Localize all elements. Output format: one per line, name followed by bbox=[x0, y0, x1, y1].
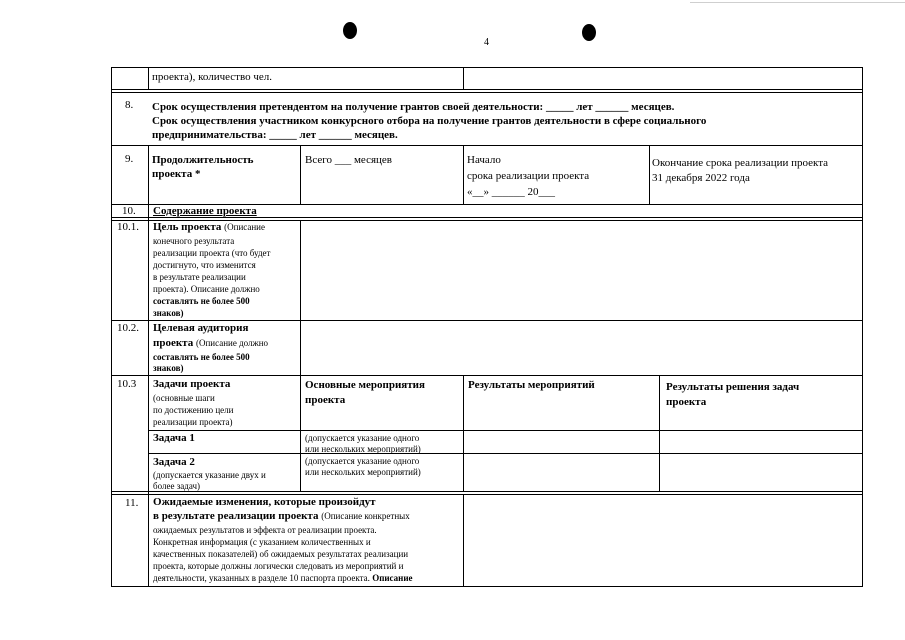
project-goal-note: (Описание bbox=[224, 222, 265, 232]
target-audience-heading bbox=[153, 337, 268, 350]
col-main-events-line-1: Основные мероприятия bbox=[305, 379, 425, 391]
project-tasks-sub: реализации проекта) bbox=[153, 417, 233, 427]
scan-edge-line bbox=[690, 2, 905, 3]
row-10-1-number: 10.1. bbox=[117, 221, 139, 233]
expected-changes-last-text: деятельности, указанных в разделе 10 паспорта проекта. bbox=[153, 573, 370, 583]
expected-changes-title-2: в результате реализации проекта bbox=[153, 510, 319, 522]
project-tasks-sub: по достижению цели bbox=[153, 405, 234, 415]
expected-changes-line: качественных показателей) об ожидаемых результатах реализации bbox=[153, 549, 409, 559]
task-1-label: Задача 1 bbox=[153, 432, 195, 444]
project-goal-note-line: достигнуто, что изменится bbox=[153, 260, 256, 270]
row-8-line-1: Срок осуществления претендентом на получение грантов своей деятельности: _____ лет ______ месяцев. bbox=[152, 101, 675, 113]
target-audience-limit-end: знаков) bbox=[153, 363, 184, 373]
expected-changes-last-bold: Описание bbox=[372, 573, 413, 583]
project-goal-limit: составлять не более 500 bbox=[153, 296, 250, 306]
row-11-number: 11. bbox=[125, 497, 139, 509]
expected-changes-line: проекта, которые должны логически следовать из мероприятий и bbox=[153, 561, 404, 571]
project-tasks-sub: (основные шаги bbox=[153, 393, 215, 403]
duration-label-line-2: проекта * bbox=[152, 168, 201, 180]
target-audience-title-2: проекта bbox=[153, 337, 194, 349]
task-2-events-note: или нескольких мероприятий) bbox=[305, 467, 421, 477]
target-audience-limit: составлять не более 500 bbox=[153, 352, 250, 362]
task-2-events-note: (допускается указание одного bbox=[305, 456, 420, 466]
expected-changes-title: Ожидаемые изменения, которые произойдут bbox=[153, 496, 376, 508]
duration-label-line-1: Продолжительность bbox=[152, 154, 254, 166]
task-2-note: более задач) bbox=[153, 481, 200, 491]
project-goal-heading bbox=[153, 221, 265, 234]
row-10-3-number: 10.3 bbox=[117, 378, 137, 390]
project-goal-limit-end: знаков) bbox=[153, 308, 184, 318]
project-goal-note-line: проекта). Описание должно bbox=[153, 284, 260, 294]
project-goal-title: Цель проекта bbox=[153, 221, 222, 233]
page-number: 4 bbox=[484, 37, 489, 48]
col-main-events-line-2: проекта bbox=[305, 394, 346, 406]
target-audience-note: (Описание должно bbox=[195, 338, 269, 348]
end-label-line-1: Окончание срока реализации проекта bbox=[652, 157, 829, 169]
col-event-results: Результаты мероприятий bbox=[468, 379, 595, 391]
start-label-line-1: Начало bbox=[467, 154, 501, 166]
project-tasks-title: Задачи проекта bbox=[153, 378, 231, 390]
start-label-line-2: срока реализации проекта bbox=[467, 170, 590, 182]
expected-changes-line: ожидаемых результатов и эффекта от реализации проекта. bbox=[153, 525, 377, 535]
end-date: 31 декабря 2022 года bbox=[652, 172, 750, 184]
row-10-number: 10. bbox=[122, 205, 136, 217]
task-1-events-note: (допускается указание одного bbox=[305, 433, 420, 443]
task-1-events-note: или нескольких мероприятий) bbox=[305, 444, 421, 454]
expected-changes-heading bbox=[153, 510, 410, 523]
target-audience-title: Целевая аудитория bbox=[153, 322, 249, 334]
section-content-title: Содержание проекта bbox=[153, 205, 257, 217]
punch-hole-right bbox=[582, 24, 596, 41]
row-8-line-2: Срок осуществления участником конкурсного отбора на получение грантов деятельности в сфере социального bbox=[152, 115, 707, 127]
col-task-outcomes-line-1: Результаты решения задач bbox=[666, 381, 800, 393]
row-9-number: 9. bbox=[125, 153, 134, 165]
task-2-note: (допускается указание двух и bbox=[153, 470, 266, 480]
expected-changes-note: (Описание конкретных bbox=[321, 511, 410, 521]
col-task-outcomes-line-2: проекта bbox=[666, 396, 707, 408]
task-2-label: Задача 2 bbox=[153, 456, 195, 468]
project-goal-note-line: конечного результата bbox=[153, 236, 235, 246]
row-8-line-3: предпринимательства: _____ лет ______ месяцев. bbox=[152, 129, 398, 141]
continuation-text: проекта), количество чел. bbox=[152, 71, 273, 83]
project-goal-note-line: реализации проекта (что будет bbox=[153, 248, 271, 258]
expected-changes-last-line bbox=[153, 572, 413, 584]
row-10-2-number: 10.2. bbox=[117, 322, 139, 334]
duration-total: Всего ___ месяцев bbox=[305, 154, 392, 166]
punch-hole-left bbox=[343, 22, 357, 39]
project-goal-note-line: в результате реализации bbox=[153, 272, 246, 282]
row-8-number: 8. bbox=[125, 99, 134, 111]
start-date-blank: «__» ______ 20___ bbox=[467, 186, 555, 198]
expected-changes-line: Конкретная информация (с указанием количественных и bbox=[153, 537, 371, 547]
